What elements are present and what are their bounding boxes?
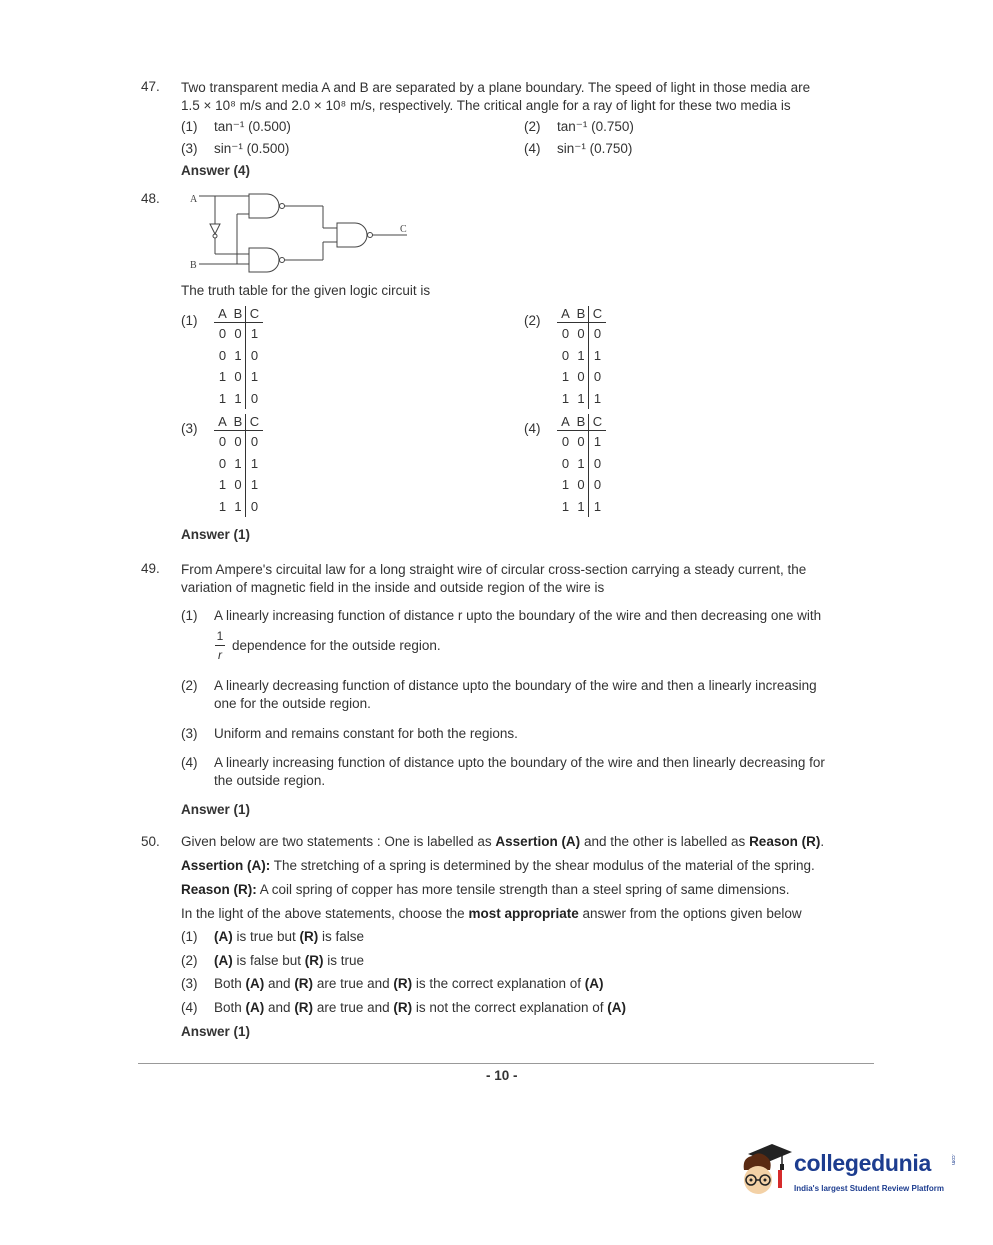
question-text: Given below are two statements : One is labelled as Assertion (A) and the other is labelled as Reason (R). [181,834,825,849]
question-text: The truth table for the given logic circuit is [181,283,431,298]
logic-circuit-diagram [185,188,415,274]
option-text: A linearly increasing function of distance upto the boundary of the wire and then linearly decreasing for [214,755,825,770]
question-number: 48. [141,191,160,206]
option-text: Uniform and remains constant for both the regions. [214,726,518,741]
answer: Answer (1) [181,527,251,542]
option-text: the outside region. [214,773,326,788]
truth-table: A B C 0 0 1 0 1 0 1 0 0 1 1 1 [557,414,606,517]
option: (4) Both (A) and (R) are true and (R) is not the correct explanation of (A) [181,1000,626,1015]
question-text: Two transparent media A and B are separated by a plane boundary. The speed of light in those media are [181,80,811,95]
collegedunia-logo [738,1140,958,1200]
brand-tagline: India's largest Student Review Platform [794,1184,944,1193]
page-number: - 10 - [486,1068,518,1083]
option-number: (4) [181,755,198,770]
option-number: (4) [524,421,541,436]
question-number: 47. [141,79,160,94]
option-number: (1) [181,608,198,623]
question-number: 50. [141,834,160,849]
option-number: (2) [524,313,541,328]
answer: Answer (4) [181,163,251,178]
mascot-icon [738,1140,794,1200]
brand-name: collegedunia [794,1150,931,1176]
option-text: one for the outside region. [214,696,371,711]
input-a-label: A [190,194,198,205]
option-number: (3) [181,726,198,741]
answer: Answer (1) [181,802,251,817]
question-text: 1.5 × 10⁸ m/s and 2.0 × 10⁸ m/s, respectively. The critical angle for a ray of light for these two media is [181,98,791,113]
question-text: From Ampere's circuital law for a long straight wire of circular cross-section carrying a steady current, the [181,562,807,577]
option: (2) (A) is false but (R) is true [181,953,365,968]
option: (1) (A) is true but (R) is false [181,929,365,944]
answer: Answer (1) [181,1024,251,1039]
question-number: 49. [141,561,160,576]
instruction-text: In the light of the above statements, choose the most appropriate answer from the options given below [181,906,802,921]
option: (3) Both (A) and (R) are true and (R) is the correct explanation of (A) [181,976,604,991]
option: (1) tan⁻¹ (0.500) [181,119,291,134]
brand-suffix: .com [950,1154,956,1165]
option-text: dependence for the outside region. [232,638,441,653]
truth-table: A B C 0 0 1 0 1 0 1 0 1 1 1 0 [214,306,263,409]
option: (2) tan⁻¹ (0.750) [524,119,634,134]
option: (3) sin⁻¹ (0.500) [181,141,290,156]
assertion-statement: Assertion (A): The stretching of a spring is determined by the shear modulus of the material of the spring. [181,858,815,873]
option-text: A linearly decreasing function of distance upto the boundary of the wire and then a linearly increasing [214,678,817,693]
option: (4) sin⁻¹ (0.750) [524,141,633,156]
fraction-numerator: 1 [216,629,224,643]
footer-divider [138,1063,874,1064]
truth-table: A B C 0 0 0 0 1 1 1 0 0 1 1 1 [557,306,606,409]
option-number: (1) [181,313,198,328]
input-b-label: B [190,260,197,271]
option-text: A linearly increasing function of distance r upto the boundary of the wire and then decreasing one with [214,608,822,623]
question-text: variation of magnetic field in the inside and outside region of the wire is [181,580,605,595]
option-number: (3) [181,421,198,436]
fraction-denominator: r [218,648,222,662]
truth-table: A B C 0 0 0 0 1 1 1 0 1 1 1 0 [214,414,263,517]
output-c-label: C [400,224,407,235]
option-number: (2) [181,678,198,693]
reason-statement: Reason (R): A coil spring of copper has more tensile strength than a steel spring of same dimensions. [181,882,790,897]
fraction-bar [215,645,225,646]
